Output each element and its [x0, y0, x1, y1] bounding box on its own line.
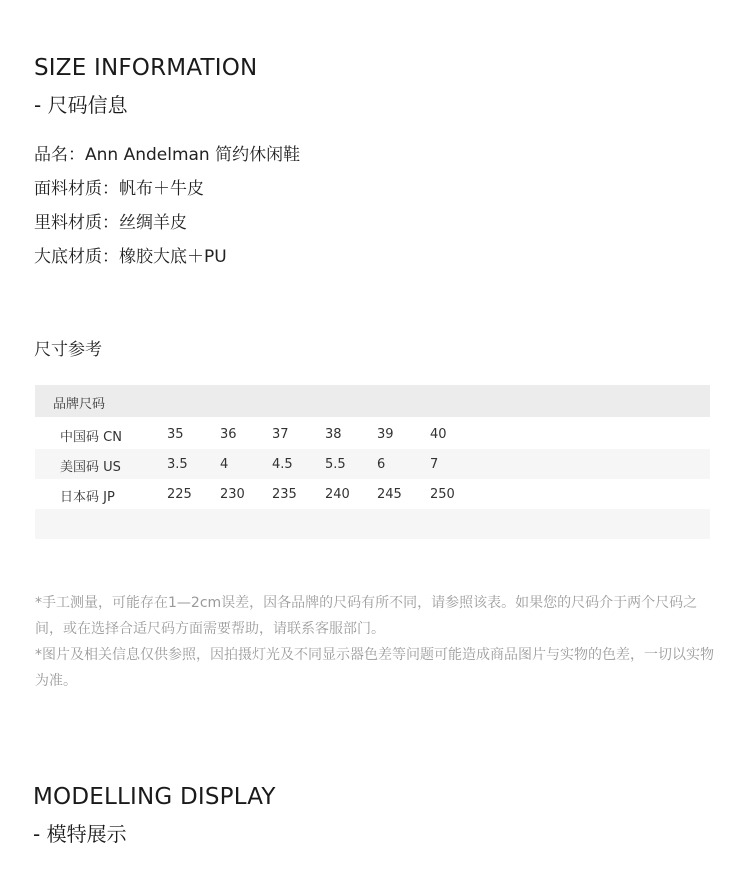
spec-value: 橡胶大底＋PU — [119, 247, 227, 267]
spec-label: 大底材质： — [34, 247, 119, 267]
spec-value: 帆布＋牛皮 — [119, 179, 204, 199]
spec-label: 里料材质： — [34, 213, 119, 233]
note-measurement: *手工测量，可能存在1—2cm误差，因各品牌的尺码有所不同，请参照该表。如果您的尺码介于两个尺码之间，或在选择合适尺码方面需要帮助，请联系客服部门。 — [35, 595, 698, 637]
spec-line-product-name — [34, 140, 300, 165]
table-cell: 245 — [377, 487, 402, 502]
size-information-title: SIZE INFORMATION — [34, 55, 258, 81]
table-cell: 35 — [167, 427, 184, 442]
table-cell: 235 — [272, 487, 297, 502]
spec-line-upper-material — [34, 174, 204, 199]
table-row — [35, 449, 710, 479]
table-cell: 6 — [377, 457, 386, 472]
table-cell: 240 — [325, 487, 350, 502]
table-cell: 40 — [430, 427, 447, 442]
spec-value: 丝绸羊皮 — [119, 213, 187, 233]
table-cell: 3.5 — [167, 457, 188, 472]
spec-value: Ann Andelman 简约休闲鞋 — [85, 145, 301, 165]
spec-line-sole-material — [34, 242, 227, 267]
table-cell: 39 — [377, 427, 394, 442]
size-table-header-label: 品牌尺码 — [53, 397, 106, 412]
table-cell: 37 — [272, 427, 289, 442]
table-cell: 38 — [325, 427, 342, 442]
size-reference-title: 尺寸参考 — [34, 340, 102, 360]
size-table-header — [35, 385, 710, 417]
spec-label: 品名： — [34, 145, 85, 165]
row-label-jp: 日本码 JP — [60, 490, 115, 505]
spec-label: 面料材质： — [34, 179, 119, 199]
table-row-empty — [35, 509, 710, 539]
table-cell: 250 — [430, 487, 455, 502]
row-label-cn: 中国码 CN — [60, 430, 122, 445]
table-cell: 230 — [220, 487, 245, 502]
table-cell: 4.5 — [272, 457, 293, 472]
table-cell: 5.5 — [325, 457, 346, 472]
table-cell: 7 — [430, 457, 439, 472]
size-information-subtitle: - 尺码信息 — [34, 93, 128, 117]
table-cell: 4 — [220, 457, 229, 472]
modelling-display-title: MODELLING DISPLAY — [33, 784, 276, 810]
table-row — [35, 417, 710, 449]
modelling-display-subtitle: - 模特展示 — [33, 822, 127, 846]
table-row — [35, 479, 710, 509]
note-color-disclaimer: *图片及相关信息仅供参照，因拍摄灯光及不同显示器色差等问题可能造成商品图片与实物的色差，一切以实物为准。 — [35, 647, 714, 689]
spec-line-lining-material — [34, 208, 187, 233]
table-cell: 225 — [167, 487, 192, 502]
row-label-us: 美国码 US — [60, 460, 121, 475]
table-cell: 36 — [220, 427, 237, 442]
